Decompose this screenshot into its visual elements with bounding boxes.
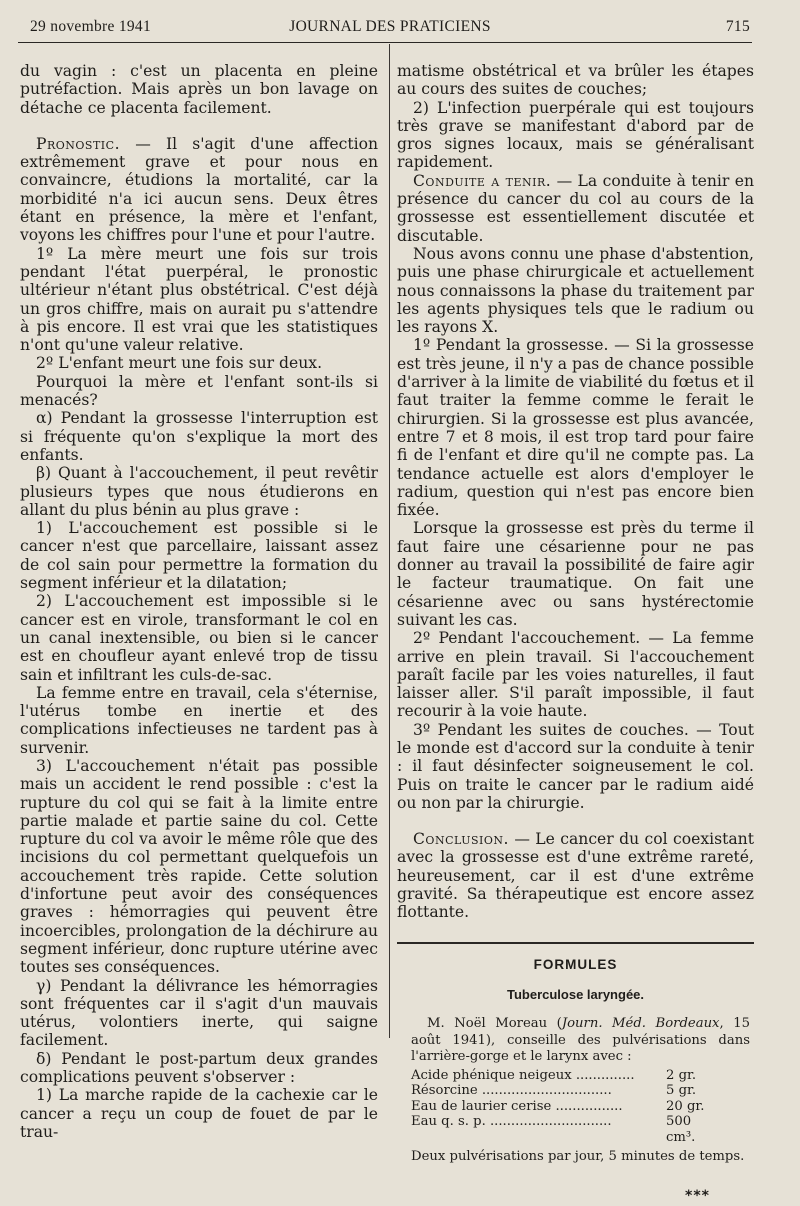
paragraph: α) Pendant la grossesse l'interruption est si fréquente qu'on s'explique la mort des enfants. <box>20 409 378 464</box>
conduite-paragraph <box>397 172 754 245</box>
formules-intro <box>397 1016 754 1066</box>
ingredient-row <box>411 1114 754 1145</box>
ingredient-amount: 2 gr. <box>666 1067 697 1083</box>
paragraph-text: — Il s'agit d'une affection extrêmement grave et pour nous en convaincre, étudions la mortalité, car la morbidité n'a ici aucun sens. Deux êtres étant en présence, la mère et l'enfant, voyons les chiffres pour l'une et pour l'autre. <box>20 134 378 245</box>
pronostic-paragraph <box>20 135 378 245</box>
conclusion-paragraph <box>397 830 754 921</box>
formules-subtitle: Tuberculose laryngée. <box>506 986 645 1002</box>
paragraph: du vagin : c'est un placenta en pleine putréfaction. Mais après un bon lavage on détache ce placenta facilement. <box>20 62 378 117</box>
ingredient-amount: 5 gr. <box>666 1083 697 1099</box>
paragraph: 1º La mère meurt une fois sur trois pendant l'état puerpéral, le pronostic ultérieur n'étant plus obstétrical. C'est déjà un gros chiffre, mais on aurait pu s'attendre à pis encore. Il est vrai que les statistiques n'ont qu'une valeur relative. <box>20 244 378 355</box>
ingredient-row <box>411 1099 754 1115</box>
running-header <box>30 18 750 42</box>
paragraph: Nous avons connu une phase d'abstention, puis une phase chirurgicale et actuellement nous connaissons la phase du traitement par les agents physiques tels que le radium ou les rayons X. <box>397 244 754 337</box>
formules-rule <box>397 942 754 944</box>
paragraph: 1) L'accouchement est possible si le cancer n'est que parcellaire, laissant assez de col sain pour permettre la formation du segment inférieur et la dilatation; <box>20 519 378 593</box>
column-divider <box>389 44 390 1038</box>
ingredient-name: Eau de laurier cerise ................ <box>411 1098 623 1114</box>
ingredient-name: Acide phénique neigeux .............. <box>411 1067 635 1083</box>
section-end-stars: *** <box>685 1188 710 1205</box>
journal-reference: Journ. Méd. Bordeaux <box>561 1016 720 1032</box>
journal-title: JOURNAL DES PRATICIENS <box>289 18 491 35</box>
page-number: 715 <box>725 18 750 35</box>
right-column <box>397 62 754 1206</box>
ingredient-name: Eau q. s. p. ............................. <box>411 1114 612 1130</box>
issue-date: 29 novembre 1941 <box>30 18 152 35</box>
paragraph-text: — Le cancer du col coexistant avec la grossesse est d'une extrême rareté, heureusement, car il est d'une extrême gravité. Sa thérapeutique est encore assez flottante. <box>397 830 754 922</box>
header-rule <box>18 42 752 43</box>
ingredient-amount: 20 gr. <box>666 1098 705 1114</box>
paragraph: 2) L'accouchement est impossible si le cancer est en virole, transformant le col en un canal inextensible, ou bien si le cancer est en choufleur ayant enlevé trop de tissu sain et infiltrant les culs-de-sac. <box>20 592 378 684</box>
formules-title: FORMULES <box>533 956 618 972</box>
ingredient-name: Résorcine ............................... <box>411 1083 612 1099</box>
paragraph: 1) La marche rapide de la cachexie car le cancer a reçu un coup de fouet de par le trau- <box>20 1086 378 1141</box>
paragraph: La femme entre en travail, cela s'éternise, l'utérus tombe en inertie et des complications infectieuses ne tardent pas à survenir. <box>20 683 378 757</box>
section-heading-conduite: Conduite a tenir. <box>413 171 552 190</box>
intro-text: , 15 août 1941), conseille des pulvérisations dans l'arrière-gorge et le larynx avec : <box>411 1016 750 1065</box>
section-heading-conclusion: Conclusion. <box>413 830 509 849</box>
ingredient-row <box>411 1083 754 1099</box>
paragraph: 2º L'enfant meurt une fois sur deux. <box>36 354 323 373</box>
posology: Deux pulvérisations par jour, 5 minutes de temps. <box>411 1149 745 1165</box>
paragraph: 2º Pendant l'accouchement. — La femme arrive en plein travail. Si l'accouchement paraît facile par les voies naturelles, il faut laisser aller. S'il paraît impossible, il faut recourir à la voie haute. <box>397 629 754 721</box>
ingredient-row <box>411 1068 754 1084</box>
paragraph: γ) Pendant la délivrance les hémorragies sont fréquentes car il s'agit d'un mauvais utérus, volontiers inerte, qui saigne facilement. <box>20 976 378 1050</box>
ingredient-amount: 500 cm³. <box>666 1114 696 1145</box>
paragraph: Pourquoi la mère et l'enfant sont-ils si menacés? <box>20 372 378 410</box>
paragraph: 3) L'accouchement n'était pas possible mais un accident le rend possible : c'est la rupture du col qui se fait à la limite entre partie malade et partie saine du col. Cette rupture du col va avoir le même rôle que des incisions du col permettant quelquefois un accouchement très rapide. Cette solution d'infortune peut avoir des conséquences graves : hémorragies qui peuvent être incoercibles, prolongation de la déchirure au segment inférieur, donc rupture utérine avec toutes ses conséquences. <box>20 756 378 977</box>
paragraph: matisme obstétrical et va brûler les étapes au cours des suites de couches; <box>397 62 754 99</box>
paragraph: β) Quant à l'accouchement, il peut revêtir plusieurs types que nous étudierons en allant du plus bénin au plus grave : <box>20 464 378 519</box>
paragraph: δ) Pendant le post-partum deux grandes complications peuvent s'observer : <box>20 1049 378 1087</box>
paragraph-text: — La conduite à tenir en présence du cancer du col au cours de la grossesse est essentiellement discutée et discutable. <box>397 171 754 245</box>
paragraph: 2) L'infection puerpérale qui est toujours très grave se manifestant d'abord par de gros signes locaux, mais se généralisant rapidement. <box>397 98 754 172</box>
left-column <box>20 62 378 1141</box>
paragraph: Lorsque la grossesse est près du terme il faut faire une césarienne pour ne pas donner au travail la possibilité de faire agir le facteur traumatique. On fait une césarienne avec ou sans hystérectomie suivant les cas. <box>397 519 754 629</box>
paragraph: 1º Pendant la grossesse. — Si la grossesse est très jeune, il n'y a pas de chance possible d'arriver à la limite de viabilité du fœtus et il faut traiter la femme comme le ferait le chirurgien. Si la grossesse est plus avancée, entre 7 et 8 mois, il est trop tard pour faire fi de l'enfant et dire qu'il ne compte pas. La tendance actuelle est alors d'employer le radium, question qui n'est pas encore bien fixée. <box>397 336 754 520</box>
paragraph: 3º Pendant les suites de couches. — Tout le monde est d'accord sur la conduite à tenir : il faut désinfecter soigneusement le col. Puis on traite le cancer par le radium aidé ou non par la chirurgie. <box>397 720 754 812</box>
ingredient-list <box>397 1068 754 1146</box>
intro-text: M. Noël Moreau ( <box>427 1016 562 1032</box>
section-heading-pronostic: Pronostic. <box>36 134 121 153</box>
